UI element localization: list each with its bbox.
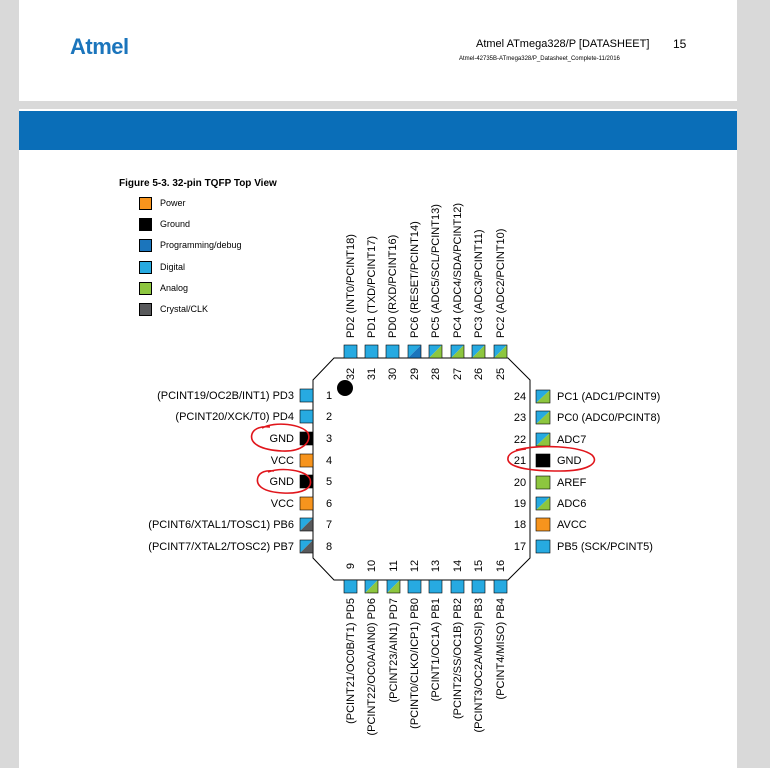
- pin-label: PD2 (INT0/PCINT18): [345, 234, 357, 338]
- pin-label: VCC: [270, 498, 294, 510]
- pin-number: 24: [513, 391, 527, 403]
- pin-number: 15: [473, 559, 485, 573]
- pin-number: 28: [430, 367, 442, 381]
- pin-label: AREF: [557, 477, 587, 489]
- pin-number: 20: [513, 477, 527, 489]
- pin-number: 27: [452, 367, 464, 381]
- legend-label: Ground: [160, 219, 191, 229]
- pin-18: [536, 518, 550, 531]
- page-number: 15: [673, 37, 687, 51]
- pin-26: [472, 345, 485, 358]
- pin-23: [536, 411, 550, 424]
- pin-20: [536, 476, 550, 489]
- pin-15: [472, 580, 485, 593]
- pin-number: 30: [387, 367, 399, 381]
- pin-label: PC6 (RESET/PCINT14): [409, 221, 421, 338]
- pin-number: 3: [325, 433, 333, 445]
- pin-label: PC5 (ADC5/SCL/PCINT13): [430, 204, 442, 338]
- pin-number: 11: [388, 560, 400, 572]
- pin-label: (PCINT20/XCK/T0) PD4: [175, 411, 294, 423]
- pin-22: [536, 433, 550, 446]
- pin-8: [300, 540, 313, 553]
- pin-10: [365, 580, 378, 593]
- legend-label: Power: [160, 198, 186, 208]
- pin1-marker: [337, 380, 353, 396]
- document-id: Atmel-42735B-ATmega328/P_Datasheet_Complete-11/2016: [459, 56, 620, 62]
- pin-label: (PCINT7/XTAL2/TOSC2) PB7: [148, 541, 294, 553]
- pin-label: PC4 (ADC4/SDA/PCINT12): [452, 202, 464, 338]
- document-title: Atmel ATmega328/P [DATASHEET]: [476, 38, 650, 50]
- pin-number: 31: [366, 367, 378, 381]
- pin-number: 4: [325, 455, 333, 467]
- pin-14: [451, 580, 464, 593]
- pin-label: GND: [269, 433, 294, 445]
- pin-number: 9: [345, 562, 357, 570]
- legend-label: Analog: [160, 283, 189, 293]
- pin-number: 29: [409, 367, 421, 381]
- pin-label: PB5 (SCK/PCINT5): [557, 541, 653, 553]
- pin-29: [408, 345, 421, 358]
- pin-7: [300, 518, 313, 531]
- legend-label: Programming/debug: [160, 240, 242, 250]
- pin-label: (PCINT2/SS/OC1B) PB2: [452, 598, 464, 720]
- pin-label: (PCINT23/AIN1) PD7: [388, 598, 400, 703]
- pin-number: 17: [513, 541, 527, 553]
- pin-number: 23: [513, 412, 527, 424]
- pin-label: GND: [269, 476, 294, 488]
- pin-label: (PCINT0/CLKO/ICP1) PB0: [409, 598, 421, 729]
- pin-number: 7: [325, 519, 333, 531]
- pin-label: PC2 (ADC2/PCINT10): [495, 228, 507, 338]
- pin-9: [344, 580, 357, 593]
- pin-2: [300, 410, 313, 423]
- pin-number: 25: [495, 367, 507, 381]
- pin-label: (PCINT22/OC0A/AIN0) PD6: [366, 598, 378, 736]
- pin-label: (PCINT3/OC2A/MOSI) PB3: [473, 598, 485, 733]
- pin-32: [344, 345, 357, 358]
- pin-number: 1: [325, 390, 333, 402]
- pin-label: GND: [557, 455, 582, 467]
- pin-number: 2: [325, 411, 333, 423]
- pin-number: 6: [325, 498, 333, 510]
- pin-31: [365, 345, 378, 358]
- figure-caption: Figure 5-3. 32-pin TQFP Top View: [119, 178, 277, 189]
- pin-24: [536, 390, 550, 403]
- pin-label: ADC6: [557, 498, 587, 510]
- pin-label: (PCINT19/OC2B/INT1) PD3: [157, 390, 294, 402]
- pin-label: AVCC: [557, 519, 587, 531]
- pin-label: PD1 (TXD/PCINT17): [366, 235, 378, 338]
- pin-label: PC1 (ADC1/PCINT9): [557, 391, 661, 403]
- pin-number: 19: [513, 498, 527, 510]
- pin-25: [494, 345, 507, 358]
- pin-27: [451, 345, 464, 358]
- pin-number: 22: [513, 434, 527, 446]
- pin-6: [300, 497, 313, 510]
- pin-label: (PCINT4/MISO) PB4: [495, 598, 507, 700]
- pin-number: 26: [473, 367, 485, 381]
- pin-11: [387, 580, 400, 593]
- atmel-logo: Atmel: [70, 34, 129, 59]
- pin-number: 16: [495, 559, 507, 573]
- pin-number: 10: [366, 559, 378, 573]
- pin-4: [300, 454, 313, 467]
- pin-number: 13: [430, 559, 442, 573]
- pin-label: PC3 (ADC3/PCINT11): [473, 229, 485, 338]
- pin-label: PD0 (RXD/PCINT16): [387, 234, 399, 338]
- pin-19: [536, 497, 550, 510]
- pin-label: (PCINT6/XTAL1/TOSC1) PB6: [148, 519, 294, 531]
- pin-label: (PCINT1/OC1A) PB1: [430, 598, 442, 702]
- pin-12: [408, 580, 421, 593]
- pin-label: (PCINT21/OC0B/T1) PD5: [345, 598, 357, 724]
- pin-28: [429, 345, 442, 358]
- pin-number: 32: [345, 367, 357, 381]
- pin-1: [300, 389, 313, 402]
- pin-number: 18: [513, 519, 527, 531]
- pin-number: 12: [409, 559, 421, 573]
- pin-30: [386, 345, 399, 358]
- pin-number: 8: [325, 541, 333, 553]
- pin-number: 14: [452, 559, 464, 573]
- pin-16: [494, 580, 507, 593]
- pin-13: [429, 580, 442, 593]
- pin-number: 5: [325, 476, 333, 488]
- legend-label: Digital: [160, 262, 186, 272]
- pin-label: VCC: [270, 455, 294, 467]
- pin-17: [536, 540, 550, 553]
- pin-number: 21: [513, 455, 527, 467]
- pin-label: ADC7: [557, 434, 587, 446]
- pin-21: [536, 454, 550, 467]
- pin-label: PC0 (ADC0/PCINT8): [557, 412, 661, 424]
- legend-label: Crystal/CLK: [160, 304, 209, 314]
